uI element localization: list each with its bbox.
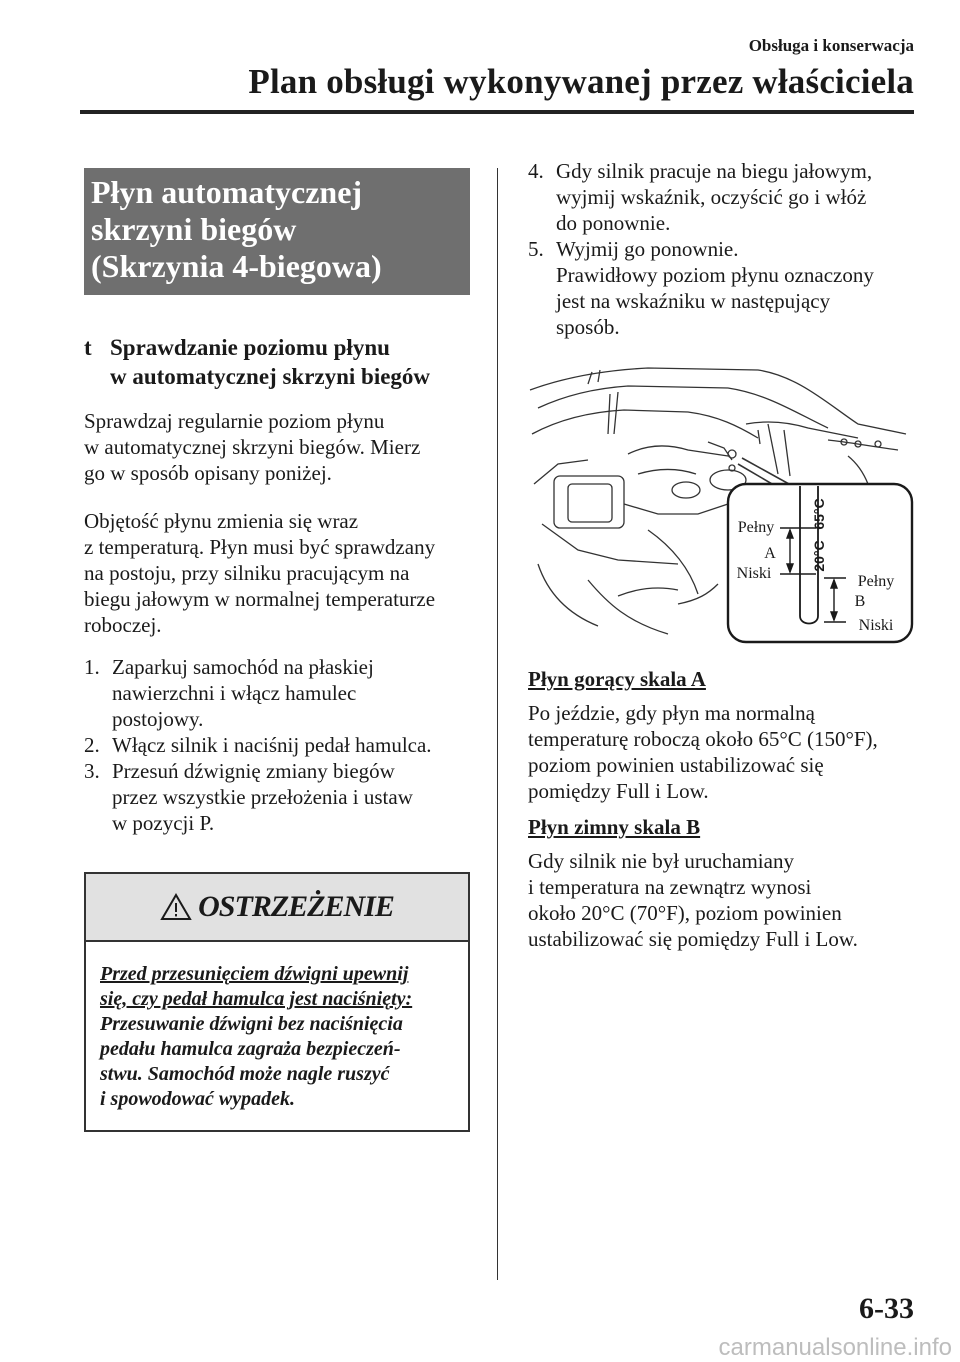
step-item xyxy=(528,236,928,340)
hot-scale-heading: Płyn gorący skala A xyxy=(528,667,706,691)
text-line: z temperaturą. Płyn musi być sprawdzany xyxy=(84,535,436,559)
engine-bay-illustration xyxy=(528,364,914,652)
step-number: 4. xyxy=(528,159,544,183)
section-title-line: Płyn automatycznej xyxy=(91,174,363,210)
text-line: ustabilizować się pomiędzy Full i Low. xyxy=(528,927,858,951)
header-section-label: Obsługa i konserwacja xyxy=(748,36,914,55)
text-line: temperaturę roboczą około 65°C (150°F), xyxy=(528,727,878,751)
text-line: i temperatura na zewnątrz wynosi xyxy=(528,875,812,899)
text-line: go w sposób opisany poniżej. xyxy=(84,461,332,485)
text-line: Gdy silnik nie był uruchamiany xyxy=(528,849,794,873)
full-b-label: Pełny xyxy=(857,573,895,590)
step-line: Prawidłowy poziom płynu oznaczony xyxy=(556,263,874,287)
page-number: 6-33 xyxy=(859,1292,914,1325)
cold-scale-text xyxy=(528,848,928,952)
paragraph-temperature xyxy=(84,508,470,638)
step-line: jest na wskaźniku w następujący xyxy=(556,289,831,313)
page-title: Plan obsługi wykonywanej przez właściciela xyxy=(248,62,914,101)
step-line: do ponownie. xyxy=(556,211,671,235)
text-line: około 20°C (70°F), poziom powinien xyxy=(528,901,842,925)
step-number: 2. xyxy=(84,733,100,757)
step-line: wyjmij wskaźnik, oczyścić go i włóż xyxy=(556,185,867,209)
paragraph-intro xyxy=(84,408,470,486)
warning-text-line: Przesuwanie dźwigni bez naciśnięcia xyxy=(100,1013,403,1035)
step-item xyxy=(84,654,470,732)
text-line: roboczej. xyxy=(84,613,162,637)
step-item xyxy=(84,758,470,836)
temp-cold-label: 20°C xyxy=(811,540,827,572)
section-title-line: skrzyni biegów xyxy=(91,211,297,247)
step-number: 5. xyxy=(528,237,544,261)
warning-text-line: stwu. Samochód może nagle ruszyć xyxy=(100,1063,390,1085)
low-b-label: Niski xyxy=(858,617,894,634)
section-title-box xyxy=(84,168,470,295)
subheading-line: w automatycznej skrzyni biegów xyxy=(110,364,431,389)
step-item xyxy=(84,732,470,758)
step-line: postojowy. xyxy=(112,707,204,731)
full-a-label: Pełny xyxy=(737,519,775,536)
step-line: Wyjmij go ponownie. xyxy=(556,237,739,261)
cold-scale-heading: Płyn zimny skala B xyxy=(528,815,701,839)
warning-text-line: i spowodować wypadek. xyxy=(100,1088,295,1110)
step-line: Gdy silnik pracuje na biegu jałowym, xyxy=(556,159,873,183)
step-line: w pozycji P. xyxy=(112,811,215,835)
step-number: 1. xyxy=(84,655,100,679)
text-line: Objętość płynu zmienia się wraz xyxy=(84,509,359,533)
warning-lead-line: Przed przesunięciem dźwigni upewnij xyxy=(100,963,409,985)
text-line: na postoju, przy silniku pracującym na xyxy=(84,561,410,585)
step-line: Włącz silnik i naciśnij pedał hamulca. xyxy=(112,733,432,757)
temp-hot-label: 65°C xyxy=(811,498,827,530)
warning-title: OSTRZEŻENIE xyxy=(198,890,394,923)
step-line: nawierzchni i włącz hamulec xyxy=(112,681,357,705)
bullet-marker: t xyxy=(84,335,92,360)
step-line: przez wszystkie przełożenia i ustaw xyxy=(112,785,413,809)
column-divider xyxy=(497,168,498,1280)
section-title-line: (Skrzynia 4-biegowa) xyxy=(91,248,382,284)
left-column xyxy=(84,168,470,1132)
scale-b-label: B xyxy=(854,593,866,610)
text-line: Po jeździe, gdy płyn ma normalną xyxy=(528,701,815,725)
warning-lead-line: się, czy pedał hamulca jest naciśnięty: xyxy=(100,988,413,1010)
steps-list-continued xyxy=(528,158,928,340)
text-line: pomiędzy Full i Low. xyxy=(528,779,709,803)
steps-list xyxy=(84,654,470,836)
text-line: biegu jałowym w normalnej temperaturze xyxy=(84,587,436,611)
text-line: w automatycznej skrzyni biegów. Mierz xyxy=(84,435,421,459)
warning-triangle-icon xyxy=(160,893,192,921)
warning-header xyxy=(86,874,468,942)
text-line: poziom powinien ustabilizować się xyxy=(528,753,824,777)
watermark: carmanualsonline.info xyxy=(718,1334,952,1361)
dipstick-figure xyxy=(528,364,914,652)
step-line: sposób. xyxy=(556,315,620,339)
header-rule xyxy=(80,110,914,114)
scale-a-label: A xyxy=(764,545,776,562)
warning-box xyxy=(84,872,470,1132)
subheading xyxy=(84,333,470,391)
text-line: Sprawdzaj regularnie poziom płynu xyxy=(84,409,385,433)
warning-text-line: pedału hamulca zagraża bezpieczeń- xyxy=(100,1038,401,1060)
low-a-label: Niski xyxy=(736,565,772,582)
step-line: Przesuń dźwignię zmiany biegów xyxy=(112,759,395,783)
subheading-line: Sprawdzanie poziomu płynu xyxy=(110,335,390,360)
hot-scale-text xyxy=(528,700,928,804)
step-number: 3. xyxy=(84,759,100,783)
right-column xyxy=(528,158,928,952)
warning-body xyxy=(86,942,468,1130)
step-item xyxy=(528,158,928,236)
step-line: Zaparkuj samochód na płaskiej xyxy=(112,655,374,679)
